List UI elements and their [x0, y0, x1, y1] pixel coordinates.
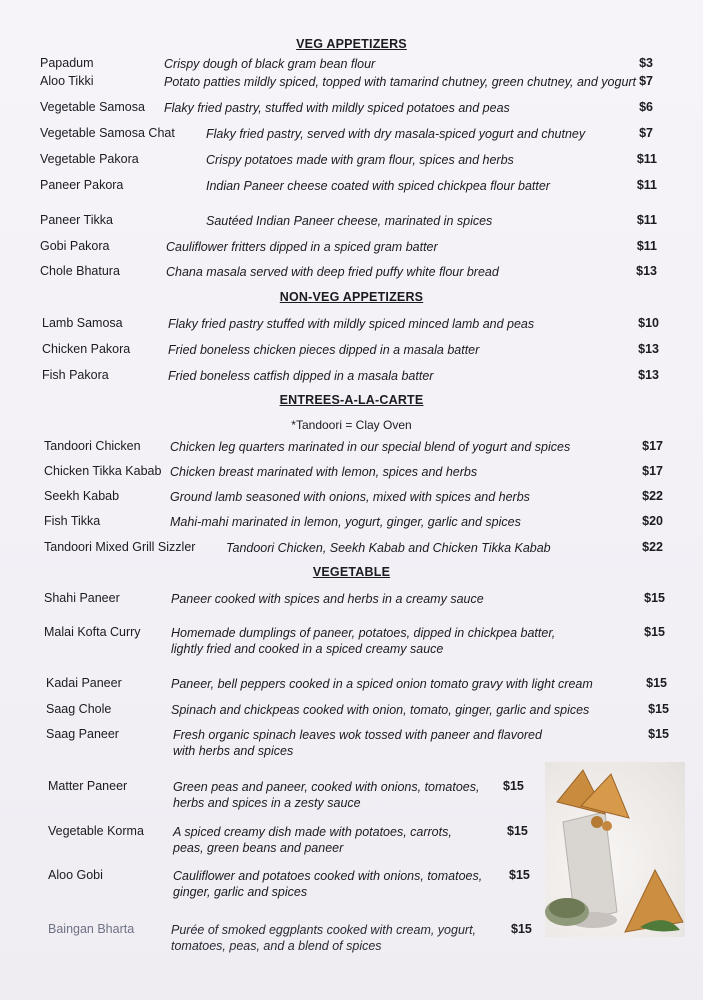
menu-item [0, 178, 703, 196]
section-title-entrees: ENTREES-A-LA-CARTE [279, 393, 424, 407]
item-description-line2: tomatoes, peas, and a blend of spices [171, 939, 382, 953]
item-description: Crispy dough of black gram bean flour [164, 57, 376, 71]
item-description: Paneer cooked with spices and herbs in a creamy sauce [171, 592, 484, 606]
item-price: $15 [509, 868, 530, 882]
item-price: $11 [636, 178, 657, 192]
menu-item [0, 213, 703, 231]
item-description: Purée of smoked eggplants cooked with cream, yogurt, [171, 923, 477, 937]
menu-item [0, 514, 703, 532]
menu-item [0, 342, 703, 360]
item-price: $11 [636, 152, 657, 166]
item-name: Saag Chole [46, 702, 112, 716]
item-name: Baingan Bharta [48, 922, 135, 936]
item-name: Paneer Pakora [40, 178, 124, 192]
menu-item [0, 100, 703, 118]
section-title-vegetable: VEGETABLE [312, 565, 391, 579]
item-name: Vegetable Samosa Chat [40, 126, 175, 140]
menu-item [0, 702, 703, 720]
item-name: Aloo Tikki [40, 74, 94, 88]
item-name: Malai Kofta Curry [44, 625, 141, 639]
item-name: Tandoori Chicken [44, 439, 141, 453]
item-name: Chicken Pakora [42, 342, 131, 356]
item-description-line2: ginger, garlic and spices [173, 885, 308, 899]
item-price: $10 [638, 316, 659, 330]
item-description: Potato patties mildly spiced, topped with tamarind chutney, green chutney, and yogurt [164, 75, 637, 89]
item-price: $15 [511, 922, 532, 936]
item-description: Fried boneless chicken pieces dipped in a masala batter [168, 343, 480, 357]
item-price: $6 [639, 100, 653, 114]
item-description: Flaky fried pastry, served with dry masala-spiced yogurt and chutney [206, 127, 586, 141]
item-description: A spiced creamy dish made with potatoes, carrots, [173, 825, 452, 839]
item-description-line2: peas, green beans and paneer [173, 841, 344, 855]
menu-item [0, 126, 703, 144]
item-price: $15 [648, 702, 669, 716]
item-description: Chicken leg quarters marinated in our special blend of yogurt and spices [170, 440, 571, 454]
item-name: Fish Tikka [44, 514, 101, 528]
menu-item [0, 56, 703, 74]
item-description: Crispy potatoes made with gram flour, spices and herbs [206, 153, 514, 167]
item-price: $7 [639, 74, 653, 88]
item-price: $7 [639, 126, 653, 140]
item-price: $15 [644, 591, 665, 605]
item-description: Spinach and chickpeas cooked with onion, tomato, ginger, garlic and spices [171, 703, 590, 717]
tandoori-note: *Tandoori = Clay Oven [291, 418, 412, 432]
menu-item [0, 540, 703, 558]
item-name: Seekh Kabab [44, 489, 120, 503]
section-title-veg-appetizers: VEG APPETIZERS [296, 37, 407, 51]
menu-item [0, 439, 703, 457]
menu-item [0, 591, 703, 609]
item-price: $15 [507, 824, 528, 838]
item-description: Chicken breast marinated with lemon, spices and herbs [170, 465, 478, 479]
item-price: $20 [642, 514, 663, 528]
item-name: Gobi Pakora [40, 239, 110, 253]
item-name: Papadum [40, 56, 94, 70]
item-description: Fresh organic spinach leaves wok tossed with paneer and flavored [173, 728, 542, 742]
samosa-illustration [545, 762, 685, 937]
menu-item [0, 264, 703, 282]
menu-item [0, 239, 703, 257]
item-price: $11 [636, 213, 657, 227]
item-name: Tandoori Mixed Grill Sizzler [44, 540, 196, 554]
menu-item [0, 464, 703, 482]
item-description: Paneer, bell peppers cooked in a spiced onion tomato gravy with light cream [171, 677, 593, 691]
item-description-line2: with herbs and spices [173, 744, 294, 758]
menu-item [0, 625, 703, 656]
samosa-photo [545, 762, 685, 937]
item-price: $13 [636, 264, 657, 278]
item-price: $3 [639, 56, 653, 70]
menu-item [0, 727, 703, 758]
item-price: $15 [644, 625, 665, 639]
item-description-line2: herbs and spices in a zesty sauce [173, 796, 361, 810]
item-description: Ground lamb seasoned with onions, mixed with spices and herbs [170, 490, 530, 504]
item-name: Vegetable Pakora [40, 152, 139, 166]
item-name: Vegetable Samosa [40, 100, 145, 114]
item-price: $17 [642, 439, 663, 453]
menu-item [0, 316, 703, 334]
menu-item [0, 368, 703, 386]
item-price: $15 [646, 676, 667, 690]
item-description: Homemade dumplings of paneer, potatoes, dipped in chickpea batter, [171, 626, 556, 640]
item-description: Mahi-mahi marinated in lemon, yogurt, ginger, garlic and spices [170, 515, 521, 529]
item-description: Fried boneless catfish dipped in a masala batter [168, 369, 434, 383]
item-price: $17 [642, 464, 663, 478]
item-name: Saag Paneer [46, 727, 119, 741]
item-description: Flaky fried pastry, stuffed with mildly spiced potatoes and peas [164, 101, 510, 115]
menu-item [0, 74, 703, 92]
section-title-non-veg-appetizers: NON-VEG APPETIZERS [279, 290, 424, 304]
item-name: Chicken Tikka Kabab [44, 464, 162, 478]
item-description: Flaky fried pastry stuffed with mildly spiced minced lamb and peas [168, 317, 535, 331]
item-description: Green peas and paneer, cooked with onions, tomatoes, [173, 780, 480, 794]
item-name: Chole Bhatura [40, 264, 120, 278]
item-description: Sautéed Indian Paneer cheese, marinated in spices [206, 214, 493, 228]
item-price: $11 [636, 239, 657, 253]
item-price: $22 [642, 540, 663, 554]
item-description: Indian Paneer cheese coated with spiced chickpea flour batter [206, 179, 550, 193]
item-price: $13 [638, 342, 659, 356]
item-name: Lamb Samosa [42, 316, 123, 330]
item-name: Aloo Gobi [48, 868, 103, 882]
item-price: $15 [503, 779, 524, 793]
item-price: $15 [648, 727, 669, 741]
item-description: Chana masala served with deep fried puffy white flour bread [166, 265, 499, 279]
menu-item [0, 489, 703, 507]
item-description: Cauliflower and potatoes cooked with onions, tomatoes, [173, 869, 483, 883]
item-price: $22 [642, 489, 663, 503]
item-name: Kadai Paneer [46, 676, 122, 690]
item-description: Tandoori Chicken, Seekh Kabab and Chicken Tikka Kabab [226, 541, 551, 555]
item-name: Shahi Paneer [44, 591, 120, 605]
item-name: Fish Pakora [42, 368, 109, 382]
item-name: Paneer Tikka [40, 213, 113, 227]
menu-item [0, 676, 703, 694]
item-description: Cauliflower fritters dipped in a spiced gram batter [166, 240, 438, 254]
menu-item [0, 152, 703, 170]
item-price: $13 [638, 368, 659, 382]
item-name: Matter Paneer [48, 779, 128, 793]
item-description-line2: lightly fried and cooked in a spiced creamy sauce [171, 642, 444, 656]
item-name: Vegetable Korma [48, 824, 144, 838]
